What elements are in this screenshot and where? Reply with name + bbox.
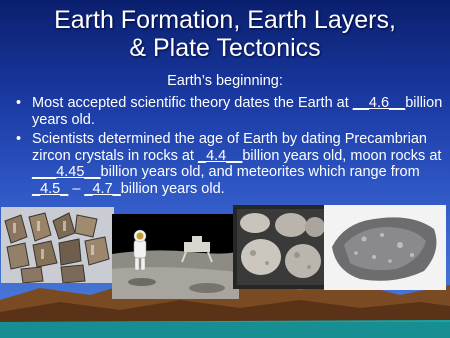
bullet2-text-2: billion years old, moon rocks at (242, 147, 442, 164)
subtitle: Earth’s beginning: (167, 73, 283, 89)
bullet2-text-5: billion years old. (120, 180, 225, 197)
bullet-dot: • (16, 131, 22, 147)
bullet2-text-4: – (68, 180, 85, 197)
moon-astronaut-photo (112, 214, 239, 299)
bullet2-blank-1: _4.4__ (198, 147, 243, 164)
title-line-1: Earth Formation, Earth Layers, (54, 6, 396, 34)
bullet-dot: • (16, 95, 22, 111)
bullet-list (16, 95, 446, 200)
slide-title (0, 6, 450, 62)
bullet2-text-3: billion years old, and meteorites which range from (100, 164, 420, 180)
bullet2-blank-2: ___4.45__ (32, 164, 101, 180)
moon-rocks-photo (233, 205, 329, 289)
bullet1-text-after: billion years old. (32, 95, 443, 128)
bullet-item-1 (16, 95, 446, 128)
bullet1-blank: __4.6__ (352, 95, 406, 111)
bullet1-text-before: Most accepted scientific theory dates the Earth at (32, 95, 353, 111)
title-line-2: & Plate Tectonics (129, 34, 321, 62)
bullet2-blank-3: _4.5_ (32, 180, 69, 197)
bullet2-text-1: Scientists determined the age of Earth by dating Precambrian zircon crystals in rocks at (32, 131, 427, 164)
zircon-crystals-photo (1, 207, 114, 283)
bullet2-blank-4: _4.7_ (84, 180, 121, 197)
bullet-item-2 (16, 131, 446, 197)
meteorite-photo (324, 205, 446, 290)
